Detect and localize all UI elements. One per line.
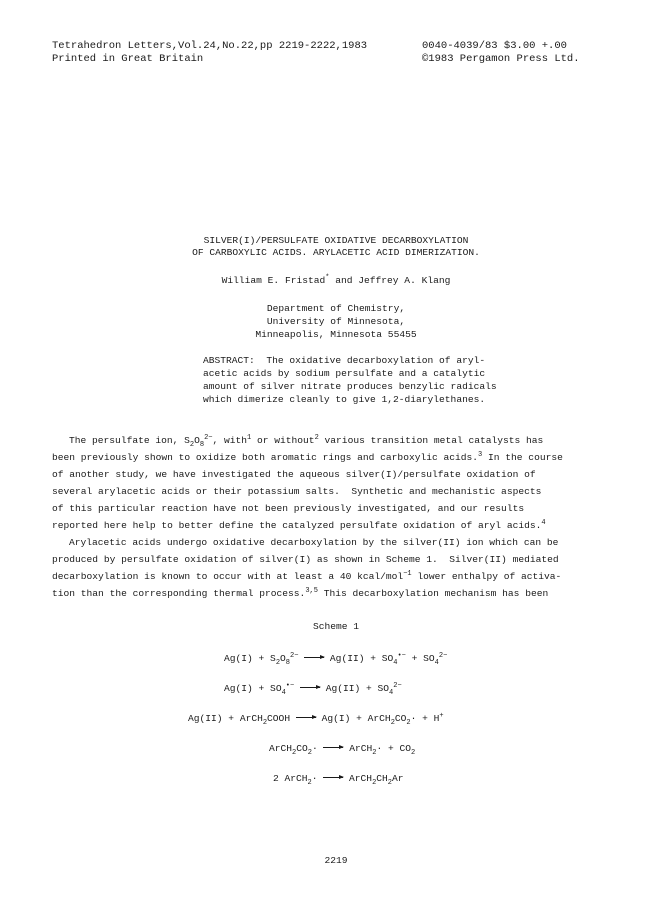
issn-price: 0040-4039/83 $3.00 +.00 <box>422 40 567 52</box>
abstract: ABSTRACT: The oxidative decarboxylation of aryl- acetic acids by sodium persulfate and a catalytic amount of silver nitrate produces benzylic radicals which dimerize cleanly to give 1,2-diarylethanes. <box>203 355 497 405</box>
reaction-arrow <box>304 657 324 658</box>
body-paragraph-1: The persulfate ion, $S_2O_8^{2-}$, with$^1$ or without$^2$ various transition metal catalysts has been previously shown to oxidize both aromatic rings and carboxylic acids.$^3$ In the course of another study, we have investigated the aqueous silver(I)/persulfate oxidation of several arylacetic acids or their potassium salts. Synthetic and mechanistic aspects of this particular reaction have not been previously investigated, and our results reported here help to better define the catalyzed persulfate oxidation of aryl acids.$^4$ <box>52 433 563 531</box>
reaction-arrow <box>296 717 316 718</box>
reaction-arrow <box>323 747 343 748</box>
scheme-title: Scheme 1 <box>312 621 360 632</box>
title-line1: SILVER(I)/PERSULFATE OXIDATIVE DECARBOXYLATION <box>203 235 469 246</box>
page-number: 2219 <box>324 855 348 866</box>
reaction-5: 2 ArCH$_2$· $ArCH_2CH_2Ar$ <box>273 773 404 787</box>
authors: William E. Fristad* and Jeffrey A. Klang <box>221 273 451 286</box>
reaction-2: $Ag(I) + SO_4^{•-}$ $Ag(II) + SO_4^{2-}$ <box>224 681 402 697</box>
title-line2: OF CARBOXYLIC ACIDS. ARYLACETIC ACID DIMERIZATION. <box>192 247 480 258</box>
reaction-arrow <box>300 687 320 688</box>
journal-citation: Tetrahedron Letters,Vol.24,No.22,pp 2219-2222,1983 <box>52 40 368 52</box>
affiliation-city: Minneapolis, Minnesota 55455 <box>255 329 417 340</box>
body-paragraph-2: Arylacetic acids undergo oxidative decarboxylation by the silver(II) ion which can be produced by persulfate oxidation of silver(I) as shown in Scheme 1. Silver(II) mediated decarboxylation is known to occur with at least a 40 kcal/mol$^{-1}$ lower enthalpy of activa- tion than the corresponding thermal process.$^{3,5}$ This decarboxylation mechanism has been <box>52 537 562 599</box>
printed-in: Printed in Great Britain <box>52 53 204 65</box>
affiliation-univ: University of Minnesota, <box>266 316 406 327</box>
reaction-4: $ArCH_2CO_2\cdot$ ArCH$_2$· + $CO_2$ <box>269 743 416 757</box>
copyright: ©1983 Pergamon Press Ltd. <box>422 53 580 65</box>
reaction-3: Ag(II) + ArCH$_2$COOH $Ag(I) + ArCH_2CO_2\cdot + H^+$ <box>188 711 444 727</box>
reaction-1: $Ag(I) + S_2O_8^{2-}$ $Ag(II) + SO_4^{•-} + SO_4^{2-}$ <box>224 651 448 667</box>
reaction-arrow <box>323 777 343 778</box>
affiliation-dept: Department of Chemistry, <box>266 303 406 314</box>
